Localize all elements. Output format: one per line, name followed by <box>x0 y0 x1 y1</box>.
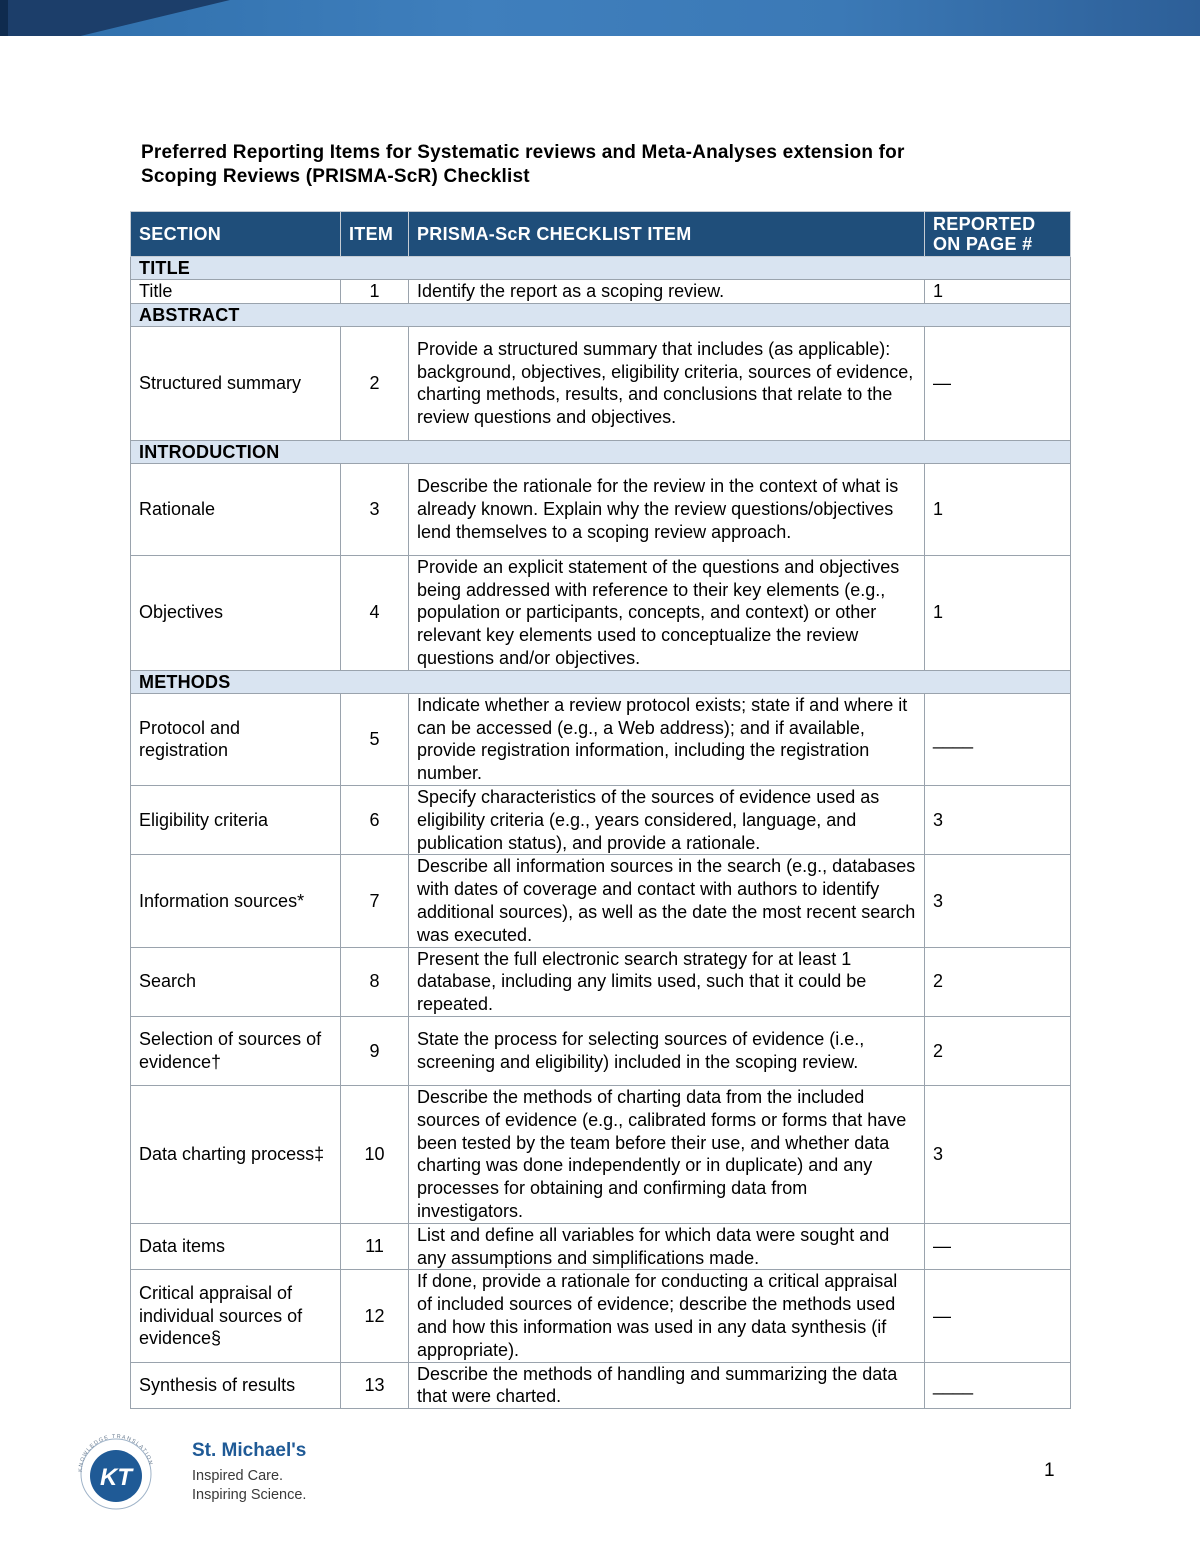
row-section: Data charting process‡ <box>131 1085 341 1223</box>
section-row-title <box>131 257 1071 280</box>
row-section: Critical appraisal of individual sources of evidence§ <box>131 1270 341 1362</box>
row-section: Search <box>131 947 341 1016</box>
section-row-introduction <box>131 440 1071 463</box>
table-row <box>131 947 1071 1016</box>
table-header-row <box>131 212 1071 257</box>
row-section: Data items <box>131 1223 341 1270</box>
row-reported-page: 2 <box>925 947 1071 1016</box>
document-title-line-2: Scoping Reviews (PRISMA-ScR) Checklist <box>141 166 530 187</box>
kt-logo-monogram: KT <box>100 1464 132 1491</box>
header-section: SECTION <box>131 212 341 257</box>
row-section: Rationale <box>131 463 341 555</box>
section-label: INTRODUCTION <box>131 440 1071 463</box>
section-label: TITLE <box>131 257 1071 280</box>
row-section: Title <box>131 280 341 304</box>
section-label: ABSTRACT <box>131 303 1071 326</box>
row-description: Describe the methods of handling and summarizing the data that were charted. <box>409 1362 925 1409</box>
document-title-line-1: Preferred Reporting Items for Systematic reviews and Meta-Analyses extension for <box>141 142 905 163</box>
row-section: Objectives <box>131 555 341 670</box>
row-description: If done, provide a rationale for conducting a critical appraisal of included sources of evidence; describe the methods used and how this information was used in any data synthesis (if appropriate). <box>409 1270 925 1362</box>
row-reported-page: 3 <box>925 785 1071 854</box>
row-item-number: 5 <box>341 693 409 785</box>
table-row <box>131 1085 1071 1223</box>
tagline-line-1: Inspired Care. <box>192 1468 284 1484</box>
page-number: 1 <box>1044 1460 1055 1481</box>
row-description: Describe the methods of charting data from the included sources of evidence (e.g., calibrated forms or forms that have been tested by the team before their use, and whether data charting was done independently or in duplicate) and any processes for obtaining and confirming data from investigators. <box>409 1085 925 1223</box>
row-description: Describe all information sources in the search (e.g., databases with dates of coverage and contact with authors to identify additional sources), as well as the date the most recent search was executed. <box>409 855 925 947</box>
row-description: Provide an explicit statement of the questions and objectives being addressed with reference to their key elements (e.g., population or participants, concepts, and context) or other relevant key elements used to conceptualize the review questions and/or objectives. <box>409 555 925 670</box>
header-checklist-item: PRISMA-ScR CHECKLIST ITEM <box>409 212 925 257</box>
table-row <box>131 326 1071 440</box>
row-reported-page: 1 <box>925 280 1071 304</box>
row-reported-page: — <box>925 1223 1071 1270</box>
table-row <box>131 1362 1071 1409</box>
row-reported-page: 2 <box>925 1016 1071 1085</box>
row-item-number: 12 <box>341 1270 409 1362</box>
row-reported-page: ____ <box>925 1362 1071 1409</box>
table-row <box>131 280 1071 304</box>
table-row <box>131 1016 1071 1085</box>
section-row-abstract <box>131 303 1071 326</box>
row-description: Describe the rationale for the review in the context of what is already known. Explain why the review questions/objectives lend themselves to a scoping review approach. <box>409 463 925 555</box>
row-section: Synthesis of results <box>131 1362 341 1409</box>
row-item-number: 13 <box>341 1362 409 1409</box>
row-item-number: 4 <box>341 555 409 670</box>
st-michaels-logo <box>74 1430 324 1512</box>
row-reported-page: ____ <box>925 693 1071 785</box>
document-title <box>141 141 1041 189</box>
row-reported-page: 1 <box>925 463 1071 555</box>
row-description: Present the full electronic search strategy for at least 1 database, including any limits used, such that it could be repeated. <box>409 947 925 1016</box>
table-row <box>131 855 1071 947</box>
row-item-number: 10 <box>341 1085 409 1223</box>
row-item-number: 7 <box>341 855 409 947</box>
row-description: Specify characteristics of the sources of evidence used as eligibility criteria (e.g., years considered, language, and publication status), and provide a rationale. <box>409 785 925 854</box>
row-item-number: 8 <box>341 947 409 1016</box>
row-item-number: 9 <box>341 1016 409 1085</box>
table-row <box>131 1223 1071 1270</box>
row-description: List and define all variables for which data were sought and any assumptions and simplifications made. <box>409 1223 925 1270</box>
row-reported-page: 3 <box>925 1085 1071 1223</box>
row-item-number: 6 <box>341 785 409 854</box>
row-description: Indicate whether a review protocol exists; state if and where it can be accessed (e.g., a Web address); and if available, provide registration information, including the registration number. <box>409 693 925 785</box>
row-section: Information sources* <box>131 855 341 947</box>
row-item-number: 11 <box>341 1223 409 1270</box>
row-section: Protocol and registration <box>131 693 341 785</box>
section-row-methods <box>131 670 1071 693</box>
table-row <box>131 785 1071 854</box>
table-row <box>131 693 1071 785</box>
prisma-scr-checklist-table <box>130 211 1071 1409</box>
row-item-number: 1 <box>341 280 409 304</box>
table-row <box>131 463 1071 555</box>
table-row <box>131 1270 1071 1362</box>
org-name: St. Michael's <box>192 1440 307 1461</box>
row-item-number: 3 <box>341 463 409 555</box>
kt-ring-text: KNOWLEDGE TRANSLATION <box>77 1433 154 1473</box>
header-reported-line-2: ON PAGE # <box>933 234 1033 254</box>
row-description: Identify the report as a scoping review. <box>409 280 925 304</box>
table-row <box>131 555 1071 670</box>
row-reported-page: — <box>925 1270 1071 1362</box>
row-description: Provide a structured summary that includes (as applicable): background, objectives, eligibility criteria, sources of evidence, charting methods, results, and conclusions that relate to the review questions and objectives. <box>409 326 925 440</box>
row-section: Selection of sources of evidence† <box>131 1016 341 1085</box>
row-reported-page: — <box>925 326 1071 440</box>
header-reported-on-page <box>925 212 1071 257</box>
header-reported-line-1: REPORTED <box>933 214 1036 234</box>
row-description: State the process for selecting sources of evidence (i.e., screening and eligibility) included in the scoping review. <box>409 1016 925 1085</box>
row-section: Structured summary <box>131 326 341 440</box>
row-section: Eligibility criteria <box>131 785 341 854</box>
section-label: METHODS <box>131 670 1071 693</box>
tagline-line-2: Inspiring Science. <box>192 1487 307 1503</box>
row-reported-page: 3 <box>925 855 1071 947</box>
row-item-number: 2 <box>341 326 409 440</box>
row-reported-page: 1 <box>925 555 1071 670</box>
top-banner-notch <box>0 0 8 36</box>
header-item: ITEM <box>341 212 409 257</box>
